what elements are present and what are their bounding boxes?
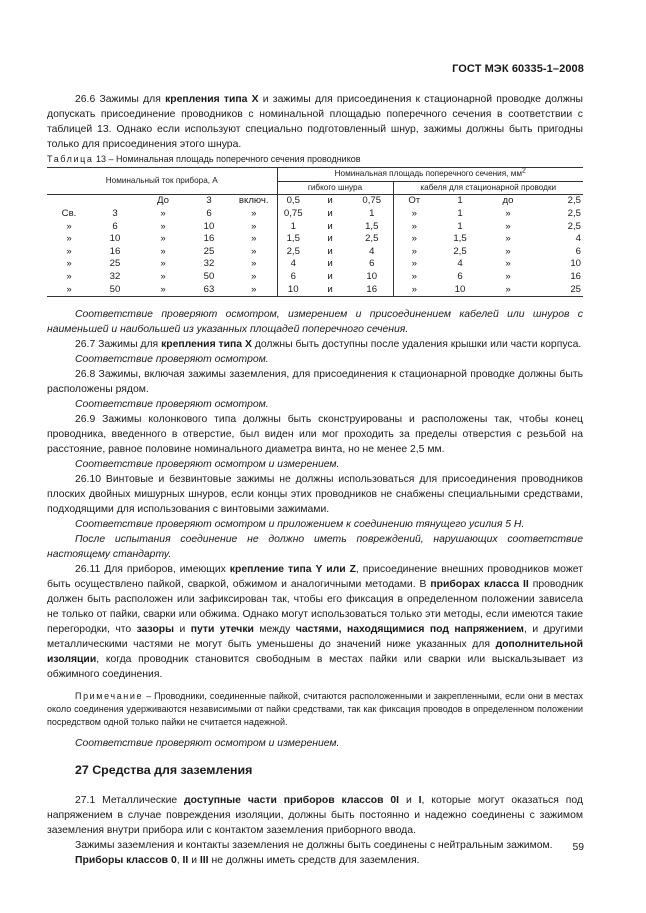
paragraph-27-1c: Приборы классов 0, II и III не должны иметь средств для заземления. bbox=[75, 854, 420, 866]
paragraph-26-11: 26.11 Для приборов, имеющих крепление типа Y или Z, присоединение внешних проводников может быть осуществлено пайкой, сваркой, обжимом и аналогичными методами. В приборах класса II проводник должен быть расположен или зафиксирован так, чтобы его фиксация в определенном положении зависела не только от пайки, сварки или обжима. Однако могут использоваться только эти методы, если имеются такие перегородки, что зазоры и пути утечки между частями, находящимися под напряжением, и другими металлическими частями не могут быть уменьшены до значений ниже указанных для дополнительной изоляции, когда проводник становится свободным в местах пайки или сварки или выскальзывает из обжимного соединения. bbox=[47, 563, 584, 680]
compliance-check-5: Соответствие проверяют осмотром и приложением к соединению тянущего усилия 5 Н. bbox=[75, 518, 525, 530]
term-attachment-type-x: крепления типа X bbox=[161, 338, 252, 350]
compliance-check-4: Соответствие проверяют осмотром и измерением. bbox=[75, 458, 340, 470]
paragraph-26-7: 26.7 Зажимы для крепления типа X должны быть доступны после удаления крышки или части корпуса. bbox=[75, 338, 582, 350]
table-header-flexible-cord: гибкого шнура bbox=[277, 181, 393, 195]
note: Примечание – Проводники, соединенные пайкой, считаются расположенными и закрепленными, если они в местах около соединения удерживаются независимыми от пайки средствами, так как фиксация проводов в определенном положении посредством одной только пайки не считается надежной. bbox=[47, 690, 583, 727]
table-row: » 10 » 16 » 1,5 и 2,5 » 1,5 » 4 bbox=[66, 233, 581, 245]
compliance-check-3: Соответствие проверяют осмотром. bbox=[75, 398, 269, 410]
paragraph-26-6: 26.6 Зажимы для крепления типа X и зажимы для присоединения к стационарной проводке должны допускать присоединение проводников с номинальной площадью поперечного сечения в соответствии с таблицей 13. Однако если используют специально подготовленный шнур, зажимы должны быть пригодны только для присоединения этого шнура. bbox=[47, 94, 583, 150]
table-row: » 25 » 32 » 4 и 6 » 4 » 10 bbox=[66, 258, 581, 270]
table-caption: Таблица 13 – Номинальная площадь поперечного сечения проводников bbox=[47, 154, 361, 164]
note-label: Примечание bbox=[75, 690, 144, 701]
table-row: Св. 3 » 6 » 0,75 и 1 » 1 » 2,5 bbox=[61, 208, 581, 220]
compliance-check-1: Соответствие проверяют осмотром, измерением и присоединением кабелей или шнуров с наименьшей и наибольшей из указанных площадей поперечного сечения. bbox=[47, 308, 583, 335]
compliance-check-2: Соответствие проверяют осмотром. bbox=[75, 353, 269, 365]
table-header-rated-current: Номинальный ток прибора, А bbox=[47, 168, 277, 195]
compliance-check-6: Соответствие проверяют осмотром и измерением. bbox=[75, 737, 340, 749]
table-row: » 16 » 25 » 2,5 и 4 » 2,5 » 6 bbox=[66, 245, 581, 257]
page-content bbox=[47, 92, 583, 868]
page-number: 59 bbox=[572, 842, 584, 853]
table-header-fixed-wiring: кабеля для стационарной проводки bbox=[393, 181, 583, 195]
compliance-check-5b: После испытания соединение не должно иметь повреждений, нарушающих соответствие настоящему стандарту. bbox=[47, 533, 583, 560]
term-attachment-type-x: крепления типа X bbox=[165, 94, 259, 105]
table-row: » 6 » 10 » 1 и 1,5 » 1 » 2,5 bbox=[66, 220, 581, 232]
document-header: ГОСТ МЭК 60335-1–2008 bbox=[452, 63, 584, 75]
table-row: » 50 » 63 » 10 и 16 » 10 » 25 bbox=[47, 283, 583, 296]
table-row: До 3 включ. 0,5 и 0,75 От 1 до 2,5 bbox=[157, 195, 581, 207]
paragraph-27-1b: Зажимы заземления и контакты заземления не должны быть соединены с нейтральным зажимом. bbox=[75, 839, 553, 851]
table-row: » 32 » 50 » 6 и 10 » 6 » 16 bbox=[66, 271, 581, 283]
paragraph-26-9: 26.9 Зажимы колонкового типа должны быть сконструированы и расположены так, чтобы конец проводника, введенного в отверстие, был виден или мог проходить за пределы отверстия с резьбой на расстояние, равное половине номинального диаметра винта, но не менее 2,5 мм. bbox=[47, 413, 583, 455]
section-heading-27: 27 Средства для заземления bbox=[75, 762, 253, 777]
paragraph-27-1: 27.1 Металлические доступные части приборов классов 0I и I, которые могут оказаться под напряжением в случае повреждения изоляции, должны быть постоянно и надежно соединены с зажимом заземления внутри прибора или с контактом заземления приборного ввода. bbox=[47, 794, 583, 836]
table-13 bbox=[47, 167, 583, 297]
paragraph-26-10: 26.10 Винтовые и безвинтовые зажимы не должны использоваться для присоединения проводников плоских двойных мишурных шнуров, если концы этих проводников не снабжены специальными средствами, подходящими для использования с винтовыми зажимами. bbox=[47, 473, 583, 515]
paragraph-26-8: 26.8 Зажимы, включая зажимы заземления, для присоединения к стационарной проводке должны быть расположены рядом. bbox=[47, 368, 583, 395]
table-header-cross-section: Номинальная площадь поперечного сечения, $мм^2$ bbox=[277, 168, 583, 182]
